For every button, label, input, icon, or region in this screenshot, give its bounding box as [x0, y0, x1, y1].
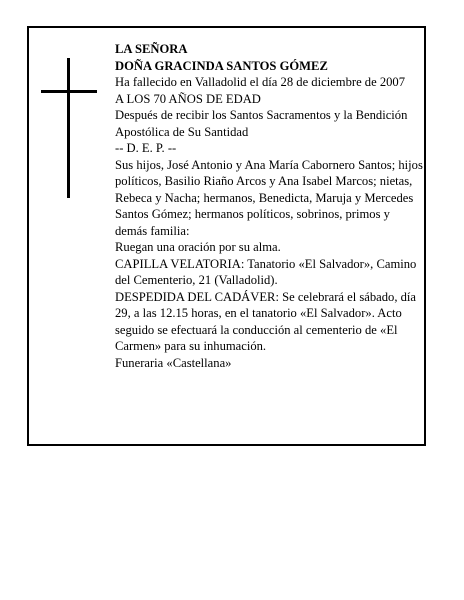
- death-info: Ha fallecido en Valladolid el día 28 de diciembre de 2007: [115, 75, 406, 89]
- deceased-name: DOÑA GRACINDA SANTOS GÓMEZ: [115, 58, 328, 73]
- age-line: A LOS 70 AÑOS DE EDAD: [115, 91, 261, 106]
- cross-icon: [41, 58, 93, 198]
- farewell-info: DESPEDIDA DEL CADÁVER: Se celebrará el sábado, día 29, a las 12.15 horas, en el tanatorio «El Salvador». Acto seguido se efectuará la conducción al cementerio de «El Carmen» para su inhumación.: [115, 289, 417, 353]
- cross-vertical-bar: [67, 58, 70, 198]
- cross-horizontal-bar: [41, 90, 97, 93]
- rip-line: -- D. E. P. --: [115, 141, 177, 155]
- prayer-request: Ruegan una oración por su alma.: [115, 240, 281, 254]
- family-list: Sus hijos, José Antonio y Ana María Cabornero Santos; hijos políticos, Basilio Riaño Arcos y Ana Isabel Marcos; nietas, Rebeca y Nacha; hermanos, Benedicta, Maruja y Mercedes Santos Gómez; hermanos políticos, sobrinos, primos y demás familia:: [115, 157, 423, 238]
- obituary-notice: [27, 26, 426, 446]
- funeral-home: Funeraria «Castellana»: [115, 355, 232, 370]
- notice-text: [115, 41, 425, 371]
- notice-heading-title: LA SEÑORA: [115, 42, 188, 56]
- chapel-info: CAPILLA VELATORIA: Tanatorio «El Salvador», Camino del Cementerio, 21 (Valladolid).: [115, 256, 417, 287]
- sacraments-line: Después de recibir los Santos Sacramentos y la Bendición Apostólica de Su Santidad: [115, 108, 408, 139]
